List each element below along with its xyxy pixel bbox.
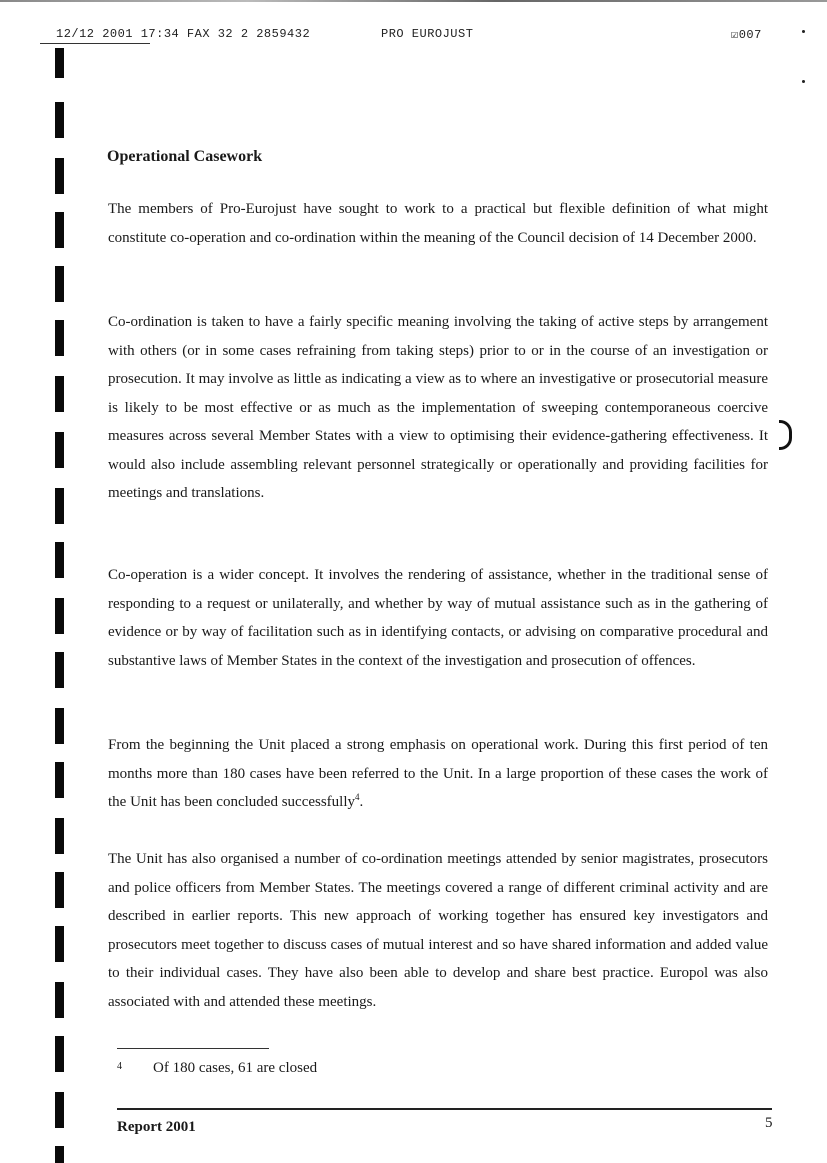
margin-bar bbox=[55, 1092, 64, 1128]
page-number: 5 bbox=[765, 1115, 773, 1131]
margin-bar bbox=[55, 818, 64, 854]
footnote-reference: 4 bbox=[355, 792, 360, 802]
fax-sender-name: PRO EUROJUST bbox=[381, 27, 474, 41]
margin-bar bbox=[55, 926, 64, 962]
margin-bar bbox=[55, 102, 64, 138]
paragraph-operational-work-text: From the beginning the Unit placed a strong emphasis on operational work. During this first period of ten months more than 180 cases have been referred to the Unit. In a large proportion of these cases the work of the Unit has been concluded successfully bbox=[108, 737, 768, 810]
paragraph-operational-work bbox=[108, 731, 768, 817]
margin-bar bbox=[55, 48, 64, 78]
margin-bar bbox=[55, 1036, 64, 1072]
paragraph-cooperation: Co-operation is a wider concept. It involves the rendering of assistance, whether in the traditional sense of responding to a request or unilaterally, and whether by way of mutual assistance such as in the gathering of evidence or by way of facilitation such as in identifying contacts, or advising on comparative procedural and substantive laws of Member States in the context of the investigation and prosecution of offences. bbox=[108, 567, 768, 669]
footer-report-label: Report 2001 bbox=[117, 1119, 196, 1135]
margin-bar bbox=[55, 708, 64, 744]
margin-bar bbox=[55, 598, 64, 634]
paragraph-meetings: The Unit has also organised a number of co-ordination meetings attended by senior magistrates, prosecutors and police officers from Member States. The meetings covered a range of different criminal activity and are described in earlier reports. This new approach of working together has ensured key investigators and prosecutors meet together to discuss cases of mutual interest and so have shared information and added value to their individual cases. They have also been able to develop and share best practice. Europol was also associated with and attended these meetings. bbox=[108, 851, 768, 1010]
margin-bar bbox=[55, 1146, 64, 1163]
footnote-reference-period: . bbox=[359, 794, 364, 810]
fax-page-counter: ☑007 bbox=[731, 28, 762, 42]
footnote-marker: 4 bbox=[117, 1061, 122, 1072]
scan-speck bbox=[802, 80, 805, 83]
margin-bar bbox=[55, 762, 64, 798]
margin-bar bbox=[55, 376, 64, 412]
section-heading: Operational Casework bbox=[107, 148, 263, 165]
footnote bbox=[117, 1060, 317, 1077]
margin-bar bbox=[55, 212, 64, 248]
paragraph-definition: The members of Pro-Eurojust have sought to work to a practical but flexible definition of what might constitute co-operation and co-ordination within the meaning of the Council decision of 14 December 2000. bbox=[108, 201, 768, 246]
scan-edge-line bbox=[0, 0, 827, 2]
margin-bar bbox=[55, 320, 64, 356]
margin-bar bbox=[55, 982, 64, 1018]
scan-margin-marks bbox=[55, 0, 67, 1163]
margin-bar bbox=[55, 542, 64, 578]
margin-bar bbox=[55, 652, 64, 688]
footer-separator bbox=[117, 1108, 772, 1110]
paragraph-coordination: Co-ordination is taken to have a fairly specific meaning involving the taking of active steps by arrangement with others (or in some cases refraining from taking steps) prior to or in the course of an investigation or prosecution. It may involve as little as indicating a view as to where an investigative or prosecutorial measure is likely to be most effective or as much as the implementation of sweeping contemporaneous coercive measures across several Member States with a view to optimising their evidence-gathering effectiveness. It would also include assembling relevant personnel strategically or operationally and providing facilities for meetings and translations. bbox=[108, 314, 768, 501]
scan-speck bbox=[802, 30, 805, 33]
footnote-separator bbox=[117, 1048, 269, 1049]
fax-header bbox=[56, 27, 776, 43]
footnote-text: Of 180 cases, 61 are closed bbox=[153, 1060, 318, 1076]
margin-bar bbox=[55, 266, 64, 302]
margin-bar bbox=[55, 872, 64, 908]
margin-bar bbox=[55, 158, 64, 194]
margin-bar bbox=[55, 488, 64, 524]
fax-transmission-info: 12/12 2001 17:34 FAX 32 2 2859432 bbox=[56, 27, 311, 41]
margin-bar bbox=[55, 432, 64, 468]
staple-mark bbox=[779, 420, 792, 450]
